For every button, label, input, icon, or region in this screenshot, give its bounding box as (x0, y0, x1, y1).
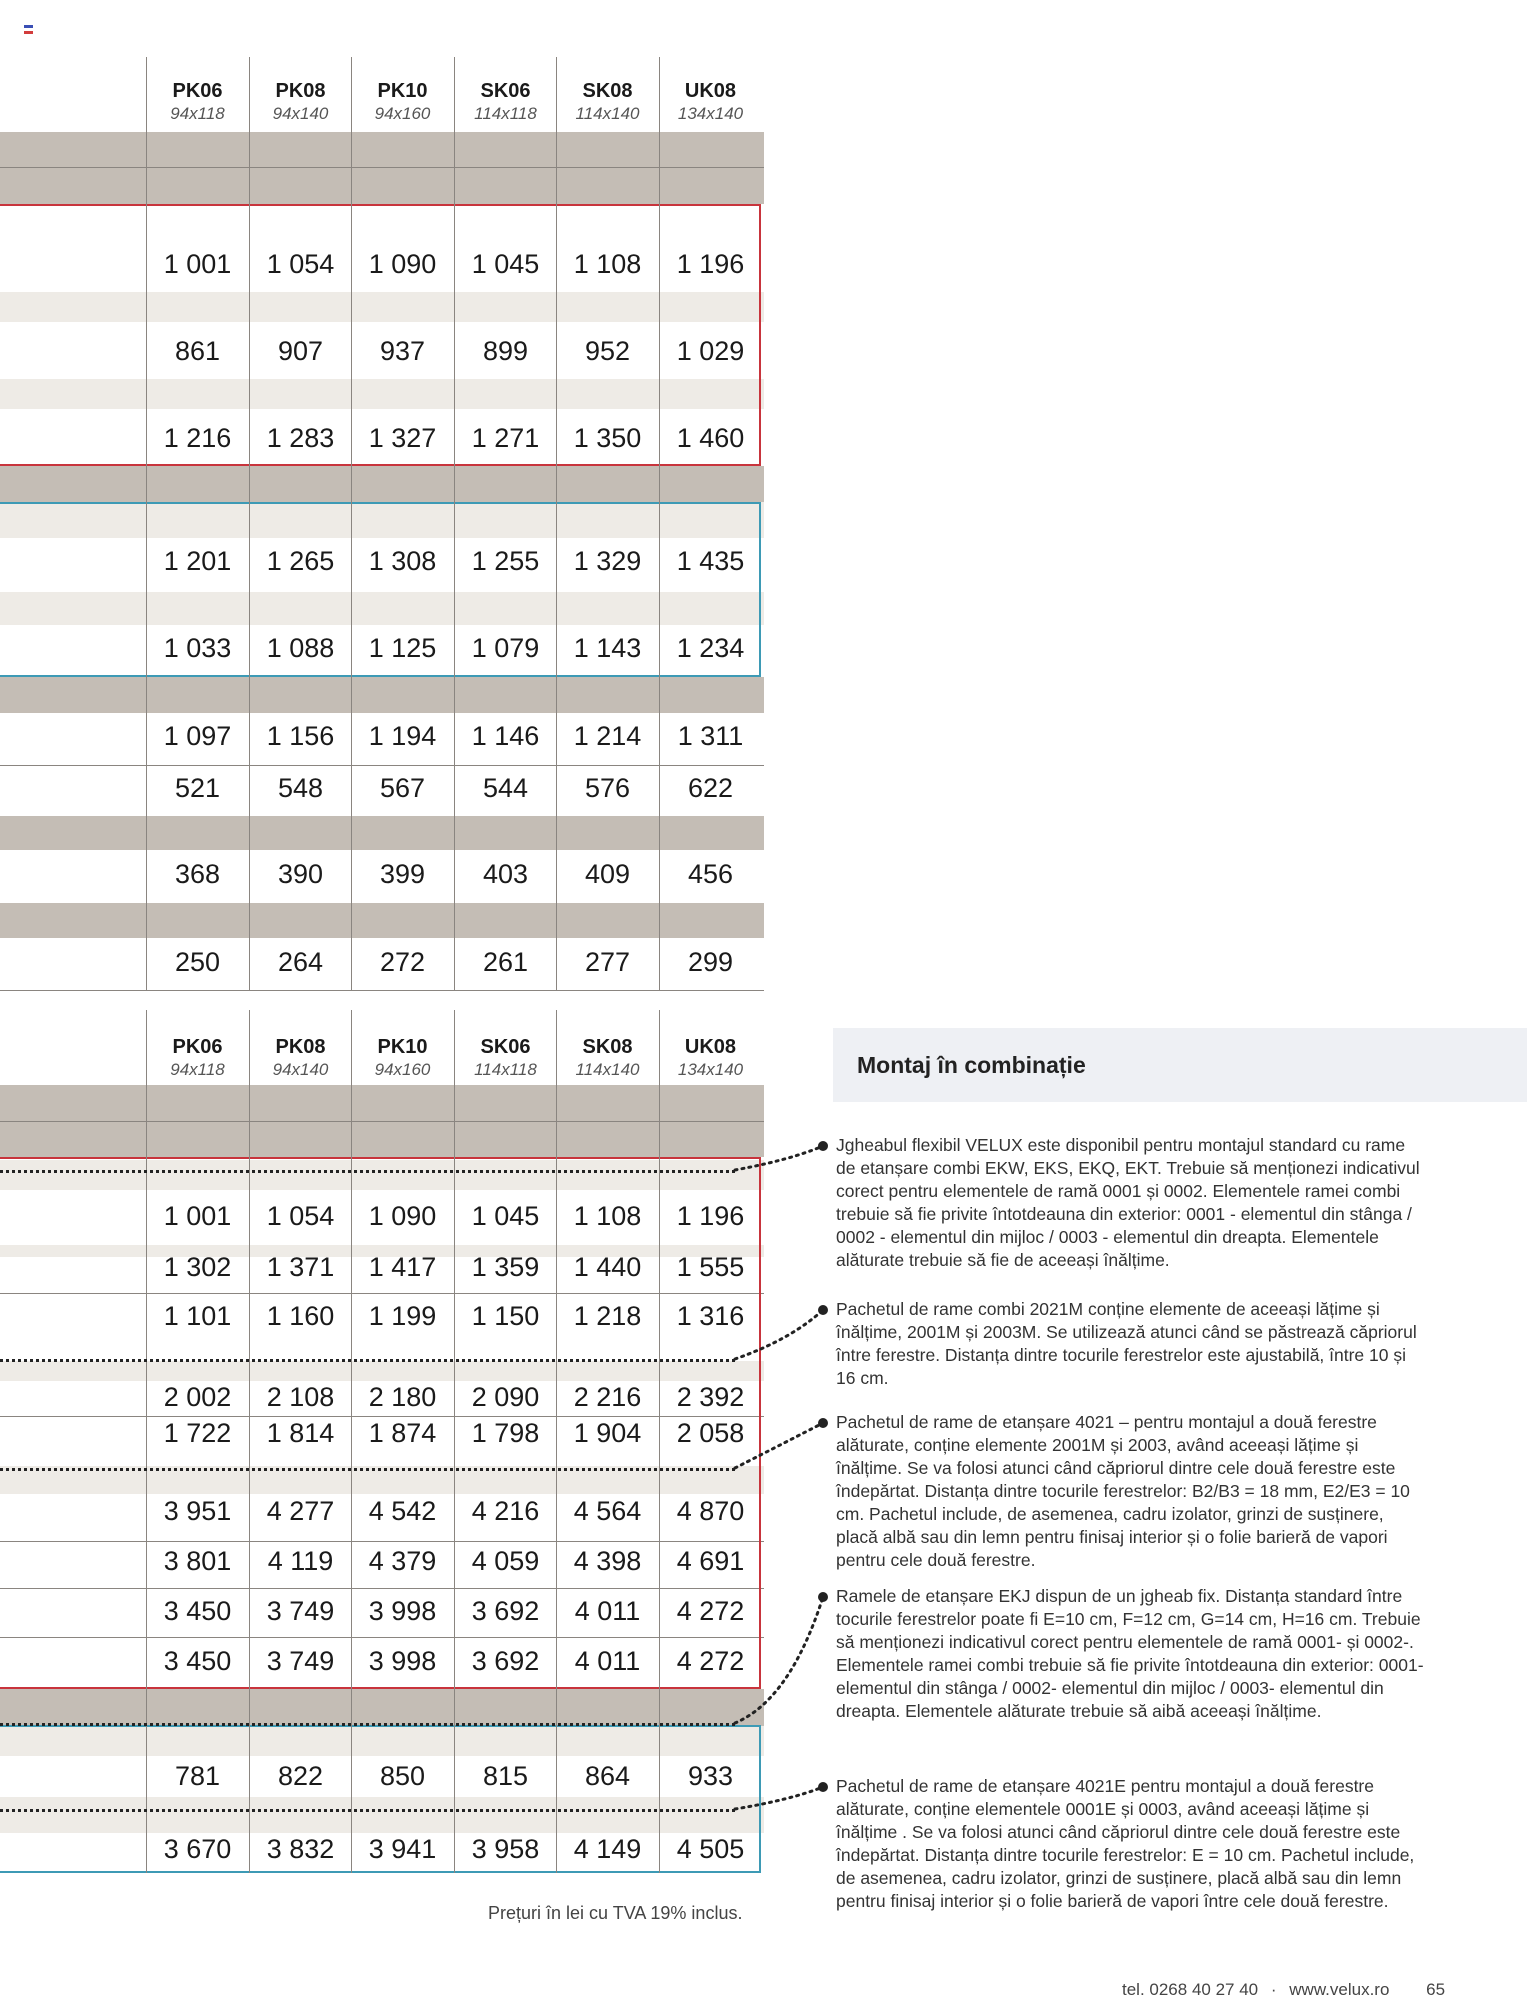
price-cell: 1 440 (573, 1252, 642, 1282)
price-cell: 3 749 (266, 1646, 335, 1676)
bullet-dot (818, 1141, 828, 1151)
price-cell: 4 398 (573, 1546, 642, 1576)
footer-phone: tel. 0268 40 27 40 (1122, 1980, 1259, 1999)
page-number: 65 (1426, 1980, 1446, 1999)
column-code: PK10 (377, 80, 428, 102)
price-cell: 1 045 (471, 249, 540, 279)
vat-note: Prețuri în lei cu TVA 19% inclus. (488, 1903, 743, 1923)
column-code: PK08 (275, 1036, 326, 1058)
price-cell: 1 798 (471, 1418, 540, 1448)
price-cell: 850 (379, 1761, 426, 1791)
column-code: PK10 (377, 1036, 428, 1058)
price-cell: 1 054 (266, 1201, 335, 1231)
price-cell: 1 101 (163, 1301, 232, 1331)
price-cell: 4 272 (676, 1646, 745, 1676)
price-cell: 1 214 (573, 721, 642, 751)
price-cell: 861 (174, 336, 221, 366)
price-cell: 1 001 (163, 249, 232, 279)
price-cell: 1 371 (266, 1252, 335, 1282)
price-cell: 1 234 (676, 633, 745, 663)
price-cell: 4 870 (676, 1496, 745, 1526)
column-dimensions: 134x140 (677, 104, 744, 123)
price-cell: 1 218 (573, 1301, 642, 1331)
price-cell: 567 (379, 773, 426, 803)
price-cell: 1 350 (573, 423, 642, 453)
price-cell: 456 (687, 859, 734, 889)
price-cell: 1 904 (573, 1418, 642, 1448)
price-cell: 2 180 (368, 1382, 437, 1412)
bullet-dot (818, 1305, 828, 1315)
price-cell: 1 199 (368, 1301, 437, 1331)
column-code: SK08 (582, 80, 633, 102)
column-dimensions: 94x118 (170, 104, 225, 123)
price-cell: 4 119 (267, 1546, 334, 1576)
column-dimensions: 94x160 (374, 104, 431, 123)
price-cell: 1 090 (368, 1201, 437, 1231)
price-cell: 1 108 (573, 249, 642, 279)
price-cell: 1 460 (676, 423, 745, 453)
price-cell: 4 691 (676, 1546, 745, 1576)
price-cell: 250 (174, 947, 221, 977)
price-cell: 822 (277, 1761, 324, 1791)
price-cell: 933 (687, 1761, 734, 1791)
price-cell: 3 749 (266, 1596, 335, 1626)
column-code: SK06 (480, 80, 531, 102)
column-dimensions: 94x140 (272, 104, 329, 123)
price-cell: 4 149 (573, 1834, 642, 1864)
price-cell: 4 564 (573, 1496, 642, 1526)
column-code: UK08 (684, 80, 737, 102)
price-cell: 1 194 (368, 721, 437, 751)
column-code: PK08 (275, 80, 326, 102)
price-cell: 1 088 (266, 633, 335, 663)
price-cell: 2 002 (163, 1382, 232, 1412)
price-cell: 1 874 (368, 1418, 437, 1448)
price-cell: 1 054 (266, 249, 335, 279)
price-cell: 1 196 (676, 249, 745, 279)
price-cell: 3 692 (471, 1596, 540, 1626)
price-cell: 1 722 (163, 1418, 232, 1448)
price-cell: 1 001 (163, 1201, 232, 1231)
price-cell: 548 (277, 773, 324, 803)
column-code: SK06 (480, 1036, 531, 1058)
price-cell: 4 379 (368, 1546, 437, 1576)
price-cell: 1 283 (266, 423, 335, 453)
price-cell: 4 011 (574, 1646, 641, 1676)
price-cell: 1 302 (163, 1252, 232, 1282)
price-cell: 937 (379, 336, 426, 366)
price-cell: 1 108 (573, 1201, 642, 1231)
montaj-note-1: Jgheabul flexibil VELUX este disponibil pentru montajul standard cu rame de etanșare combi EKW, EKS, EKQ, EKT. Trebuie să menționezi indicativul corect pentru elementele de ramă 0001 și 0002. Elementele ramei combi trebuie să fie privite întotdeauna din exterior: 0001 - elementul din stânga / 0002 - elementul din mijloc / 0003 - elementul din dreapta. Elementele alăturate trebuie să fie de aceeași înălțime. (836, 1135, 1420, 1270)
column-dimensions: 114x140 (575, 104, 640, 123)
column-code: SK08 (582, 1036, 633, 1058)
price-cell: 3 450 (163, 1596, 232, 1626)
price-cell: 3 998 (368, 1596, 437, 1626)
price-cell: 3 692 (471, 1646, 540, 1676)
price-cell: 1 435 (676, 546, 745, 576)
price-cell: 2 058 (676, 1418, 745, 1448)
price-cell: 3 951 (163, 1496, 232, 1526)
price-cell: 3 801 (163, 1546, 232, 1576)
price-cell: 4 542 (368, 1496, 437, 1526)
price-cell: 2 392 (676, 1382, 745, 1412)
price-cell: 781 (174, 1761, 221, 1791)
price-cell: 403 (482, 859, 529, 889)
price-cell: 1 125 (368, 633, 437, 663)
price-cell: 409 (584, 859, 631, 889)
price-cell: 2 216 (573, 1382, 642, 1412)
price-cell: 1 029 (676, 336, 745, 366)
price-cell: 815 (482, 1761, 529, 1791)
price-cell: 3 998 (368, 1646, 437, 1676)
price-cell: 1 079 (471, 633, 540, 663)
price-cell: 952 (584, 336, 631, 366)
price-cell: 1 196 (676, 1201, 745, 1231)
montaj-header-box (833, 1028, 1527, 1102)
price-cell: 1 143 (573, 633, 642, 663)
price-cell: 1 555 (676, 1252, 745, 1282)
price-cell: 261 (482, 947, 529, 977)
column-code: UK08 (684, 1036, 737, 1058)
price-cell: 2 090 (471, 1382, 540, 1412)
price-cell: 1 308 (368, 546, 437, 576)
price-cell: 272 (379, 947, 426, 977)
price-cell: 4 505 (676, 1834, 745, 1864)
price-cell: 1 271 (471, 423, 540, 453)
column-dimensions: 134x140 (677, 1060, 744, 1079)
montaj-note-5: Pachetul de rame de etanșare 4021E pentru montajul a două ferestre alăturate, conține elementele 0001E și 0003, având aceeași lățime și înălțime . Se va folosi atunci când căpriorul dintre cele două ferestre este îndepărtat. Distanța dintre tocurile ferestrelor: E = 10 cm. Pachetul include, de asemenea, cadru izolator, grinzi de susținere, placă albă sau din lemn pentru finisaj interior și o folie barieră de vapori între cele două ferestre. (836, 1776, 1415, 1911)
column-dimensions: 94x118 (170, 1060, 225, 1079)
price-cell: 1 033 (163, 633, 232, 663)
price-cell: 3 941 (368, 1834, 437, 1864)
bullet-dot (818, 1418, 828, 1428)
footer-separator: · (1270, 1980, 1277, 1999)
footer-website-link[interactable]: www.velux.ro (1289, 1980, 1390, 1999)
price-cell: 1 311 (677, 721, 744, 751)
price-cell: 4 011 (574, 1596, 641, 1626)
price-cell: 1 045 (471, 1201, 540, 1231)
price-cell: 1 097 (163, 721, 232, 751)
price-cell: 4 059 (471, 1546, 540, 1576)
price-cell: 3 670 (163, 1834, 232, 1864)
price-cell: 1 265 (266, 546, 335, 576)
page-footer (1122, 1980, 1445, 2000)
price-cell: 1 201 (163, 546, 232, 576)
price-cell: 4 272 (676, 1596, 745, 1626)
column-dimensions: 114x140 (575, 1060, 640, 1079)
price-cell: 521 (174, 773, 221, 803)
price-cell: 1 156 (266, 721, 335, 751)
price-cell: 277 (584, 947, 631, 977)
column-dimensions: 114x118 (474, 104, 537, 123)
column-code: PK06 (172, 80, 223, 102)
price-cell: 1 814 (266, 1418, 335, 1448)
price-cell: 3 958 (471, 1834, 540, 1864)
bullet-dot (818, 1782, 828, 1792)
price-cell: 264 (277, 947, 324, 977)
montaj-note-2: Pachetul de rame combi 2021M conține elemente de aceeași lățime și înălțime, 2001M și 2003M. Se utilizează atunci când se păstrează căpriorul între ferestre. Distanța dintre tocurile ferestrelor este ajustabilă, între 10 și 16 cm. (836, 1299, 1417, 1388)
price-cell: 1 255 (471, 546, 540, 576)
column-code: PK06 (172, 1036, 223, 1058)
price-cell: 1 216 (163, 423, 232, 453)
price-cell: 390 (277, 859, 324, 889)
montaj-note-3: Pachetul de rame de etanșare 4021 – pentru montajul a două ferestre alăturate, conține elemente 2001M și 2003, având aceeași lățime și înălțime. Se va folosi atunci când căpriorul dintre cele două ferestre este îndepărtat. Distanța dintre tocurile ferestrelor: B2/B3 = 18 mm, E2/E3 = 10 cm. Pachetul include, de asemenea, cadru izolator, grinzi de susținere, placă albă sau din lemn pentru finisaj interior și o folie barieră de vapori pentru cele două ferestre. (836, 1412, 1410, 1570)
price-cell: 1 329 (573, 546, 642, 576)
price-cell: 544 (482, 773, 529, 803)
price-cell: 399 (379, 859, 426, 889)
price-cell: 899 (482, 336, 529, 366)
price-cell: 2 108 (266, 1382, 335, 1412)
price-cell: 1 090 (368, 249, 437, 279)
montaj-title: Montaj în combinație (857, 1052, 1086, 1078)
price-cell: 3 832 (266, 1834, 335, 1864)
price-cell: 576 (584, 773, 631, 803)
price-cell: 622 (687, 773, 734, 803)
price-cell: 1 327 (368, 423, 437, 453)
price-cell: 1 359 (471, 1252, 540, 1282)
price-cell: 1 146 (471, 721, 540, 751)
price-cell: 1 150 (471, 1301, 540, 1331)
bullet-dot (818, 1592, 828, 1602)
price-cell: 907 (277, 336, 324, 366)
price-cell: 4 216 (471, 1496, 540, 1526)
price-cell: 3 450 (163, 1646, 232, 1676)
column-dimensions: 94x160 (374, 1060, 431, 1079)
price-cell: 299 (687, 947, 734, 977)
price-cell: 4 277 (266, 1496, 335, 1526)
price-cell: 368 (174, 859, 221, 889)
price-cell: 1 316 (676, 1301, 745, 1331)
price-cell: 864 (584, 1761, 631, 1791)
column-dimensions: 114x118 (474, 1060, 537, 1079)
price-cell: 1 160 (266, 1301, 335, 1331)
montaj-note-4: Ramele de etanșare EKJ dispun de un jgheab fix. Distanța standard între tocurile ferestrelor poate fi E=10 cm, F=12 cm, G=14 cm, H=16 cm. Trebuie să menționezi indicativul corect pentru elementele de ramă 0001- și 0002-. Elementele ramei combi trebuie să fie privite întotdeauna din exterior: 0001- elementul din stânga / 0002- elementul din mijloc / 0003- elementul din dreapta. Elementele alăturate trebuie să aibă aceeași înălțime. (836, 1586, 1424, 1721)
column-dimensions: 94x140 (272, 1060, 329, 1079)
price-cell: 1 417 (368, 1252, 437, 1282)
